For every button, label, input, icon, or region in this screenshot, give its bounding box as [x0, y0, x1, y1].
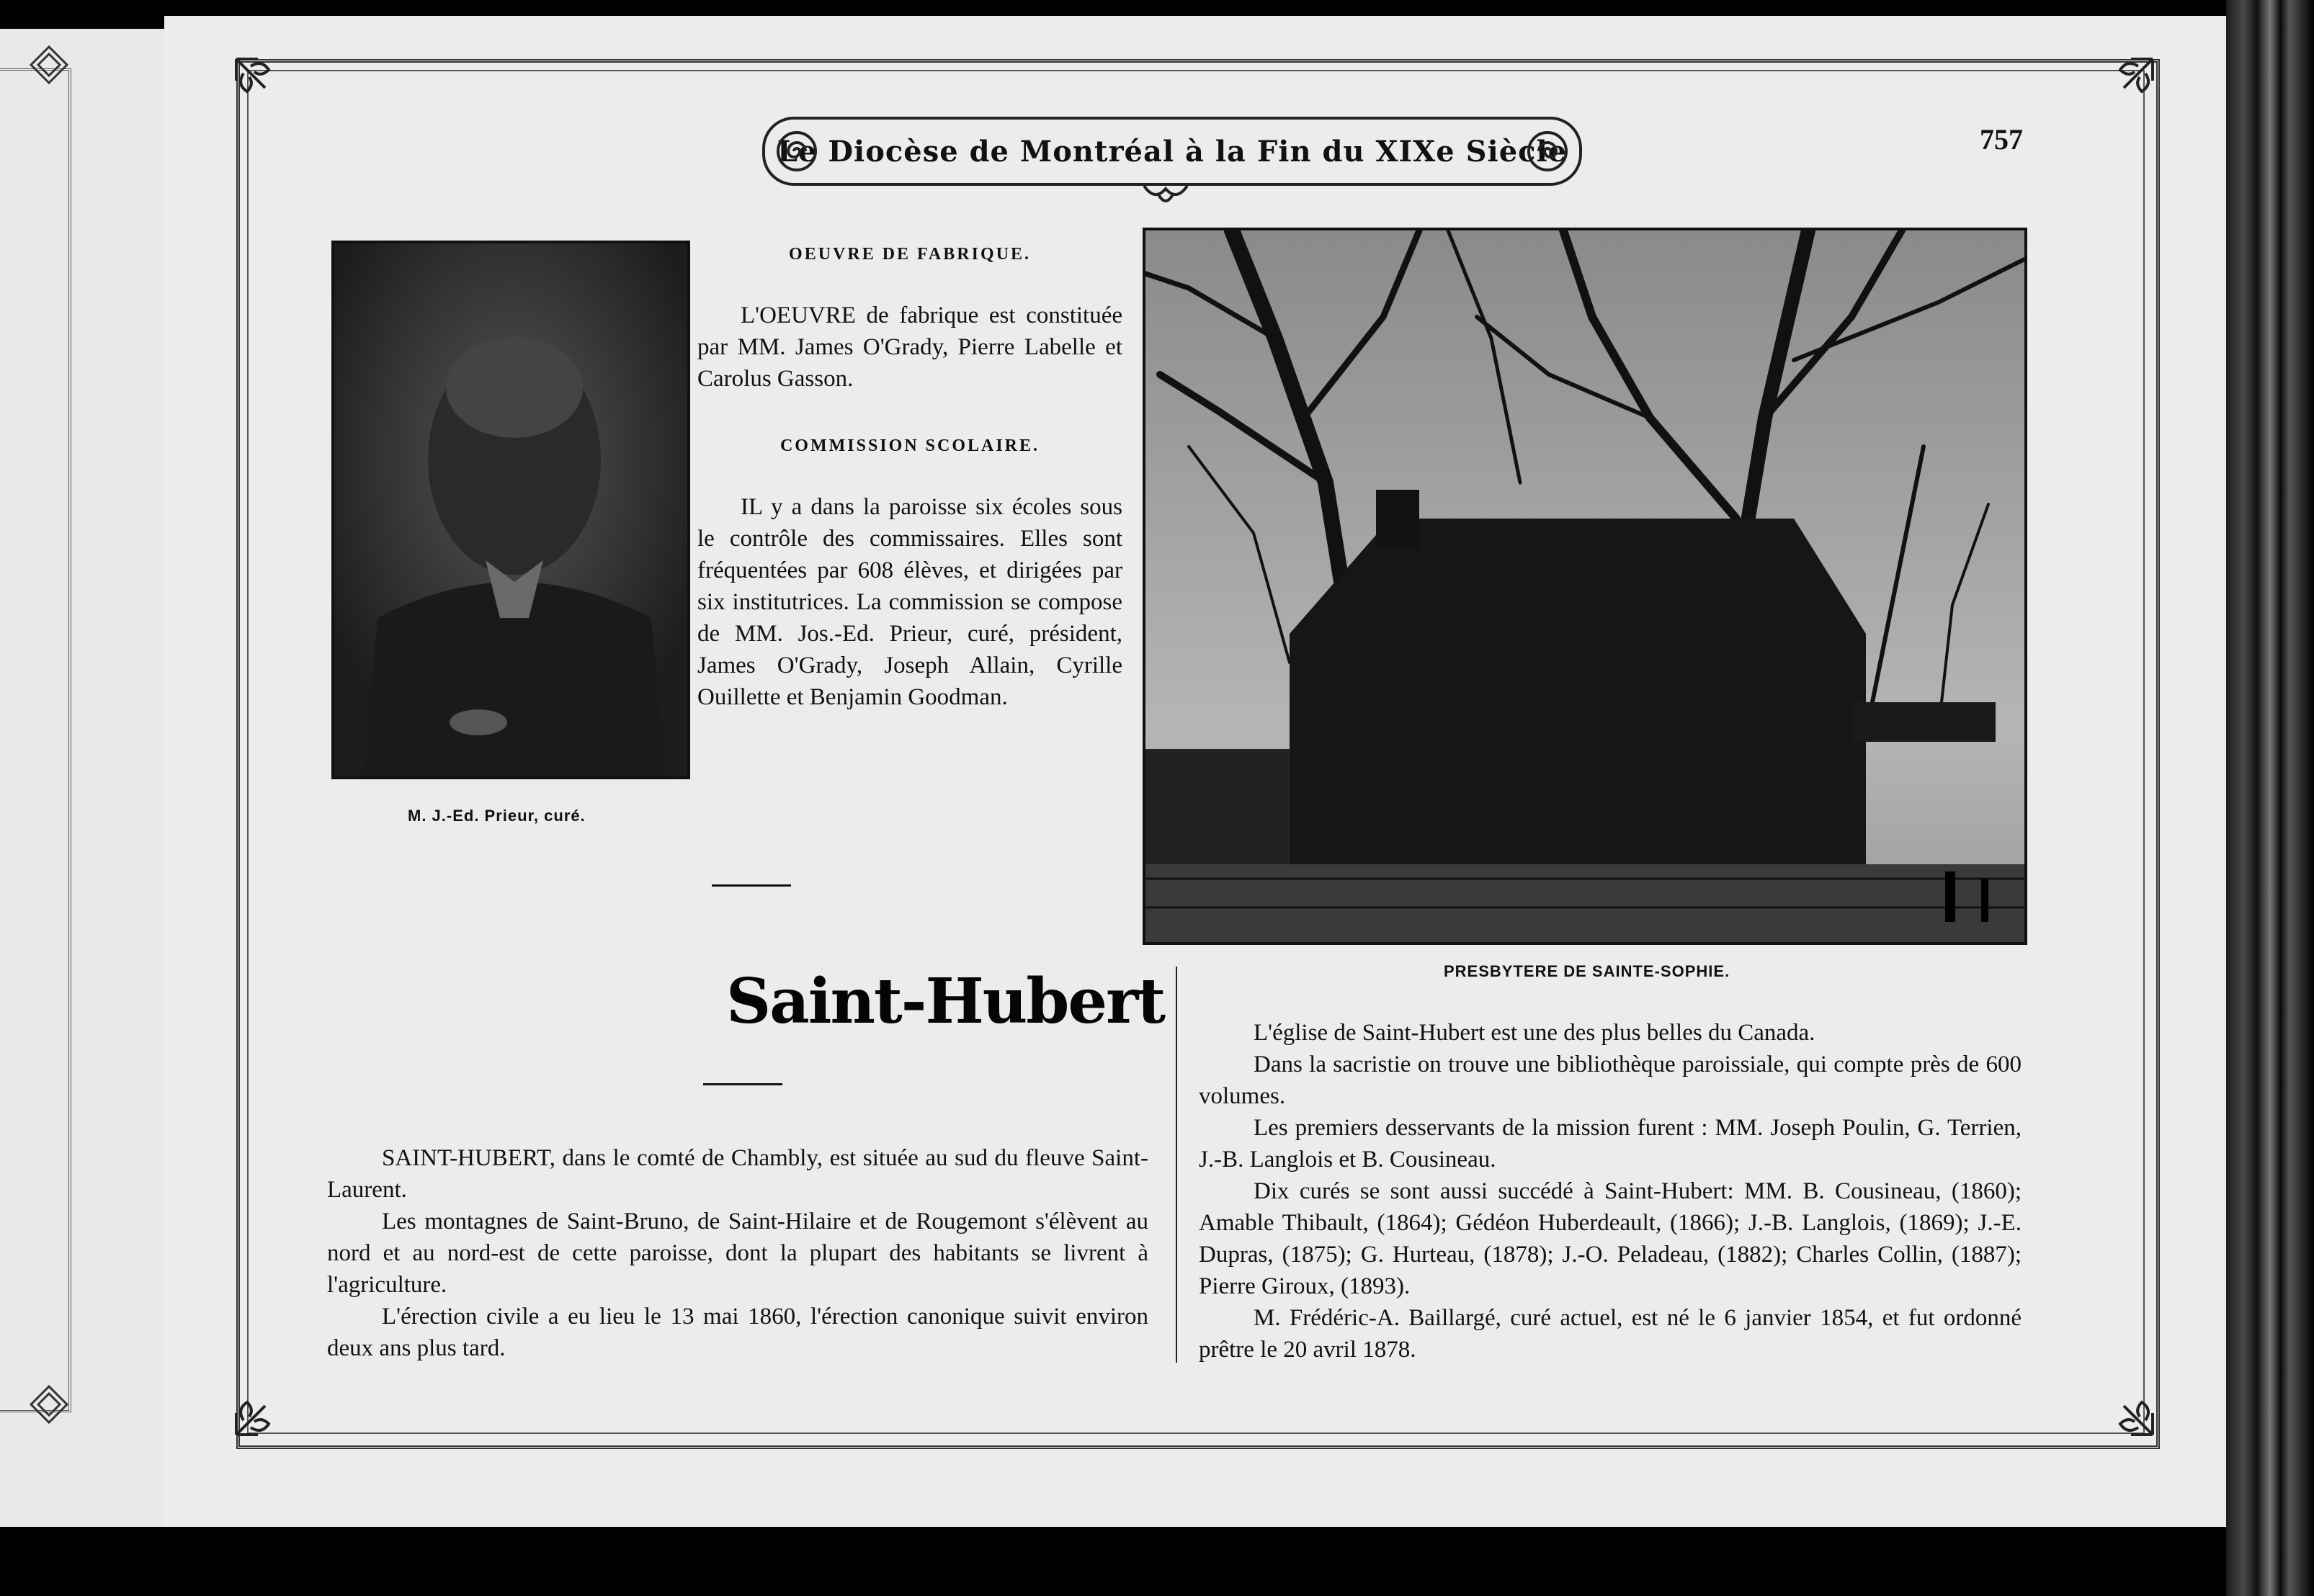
commission-heading: COMMISSION SCOLAIRE. [779, 436, 1040, 455]
previous-page-frame [0, 68, 71, 1412]
book-edge [2226, 0, 2314, 1596]
running-header-title: Le Diocèse de Montréal à la Fin du XIXe Siècle [777, 134, 1568, 169]
corner-flourish-icon [27, 43, 71, 86]
corner-flourish-icon [2102, 52, 2160, 109]
right-paragraph-3: Les premiers desservants de la mission furent : MM. Joseph Poulin, G. Terrien, J.-B. Langlois et B. Cousineau. [1199, 1115, 2022, 1173]
corner-flourish-icon [2102, 1384, 2160, 1442]
right-paragraph-2: Dans la sacristie on trouve une bibliothèque paroissiale, qui compte près de 600 volumes. [1199, 1052, 2022, 1109]
corner-flourish-icon [229, 1384, 287, 1442]
right-paragraph-1: L'église de Saint-Hubert est une des plus belles du Canada. [1254, 1020, 1815, 1046]
separator-rule [703, 1083, 782, 1085]
presbytere-caption: PRESBYTERE DE SAINTE-SOPHIE. [1444, 962, 1730, 980]
spiral-ornament-icon [774, 128, 820, 174]
right-paragraph-5: M. Frédéric-A. Baillargé, curé actuel, est né le 6 janvier 1854, et fut ordonné prêtre le 20 avril 1878. [1199, 1305, 2022, 1363]
portrait-caption: M. J.-Ed. Prieur, curé. [408, 807, 586, 825]
left-paragraph-1: SAINT-HUBERT, dans le comté de Chambly, est située au sud du fleuve Saint-Laurent. [327, 1145, 1148, 1203]
header-flourish-icon [1137, 180, 1194, 209]
previous-page-sliver [0, 29, 180, 1527]
spiral-ornament-icon [1524, 128, 1571, 174]
presbytere-photo [1143, 228, 2027, 945]
fabrique-text: L'OEUVRE de fabrique est constituée par MM. James O'Grady, Pierre Labelle et Carolus Gasson. [697, 302, 1122, 392]
corner-flourish-icon [229, 52, 287, 109]
left-paragraph-2: Les montagnes de Saint-Bruno, de Saint-Hilaire et de Rougemont s'élèvent au nord et au nord-est de cette paroisse, dont la plupart des habitants se livrent à l'agriculture. [327, 1209, 1148, 1298]
column-divider [1176, 967, 1177, 1363]
section-title: Saint-Hubert [726, 965, 1165, 1038]
separator-rule [712, 884, 791, 887]
page-number: 757 [1980, 123, 2023, 156]
corner-flourish-icon [27, 1383, 71, 1426]
portrait-photo [331, 241, 690, 779]
commission-text: IL y a dans la paroisse six écoles sous le contrôle des commissaires. Elles sont fréquentées par 608 élèves, et dirigées par six institutrices. La commission se compose de MM. Jos.-Ed. Prieur, curé, président, James O'Grady, Joseph Allain, Cyrille Ouillette et Benjamin Goodman. [697, 494, 1122, 710]
left-paragraph-3: L'érection civile a eu lieu le 13 mai 1860, l'érection canonique suivit environ deux ans plus tard. [327, 1304, 1148, 1361]
running-header [762, 117, 1582, 186]
fabrique-heading: OEUVRE DE FABRIQUE. [789, 245, 1031, 264]
book-page [164, 16, 2226, 1527]
right-paragraph-4: Dix curés se sont aussi succédé à Saint-Hubert: MM. B. Cousineau, (1860); Amable Thibault, (1864); Gédéon Huberdeault, (1866); J.-B. Langlois, (1869); J.-E. Dupras, (1875); G. Hurteau, (1878); J.-O. Peladeau, (1882); Charles Collin, (1887); Pierre Giroux, (1893). [1199, 1178, 2022, 1299]
